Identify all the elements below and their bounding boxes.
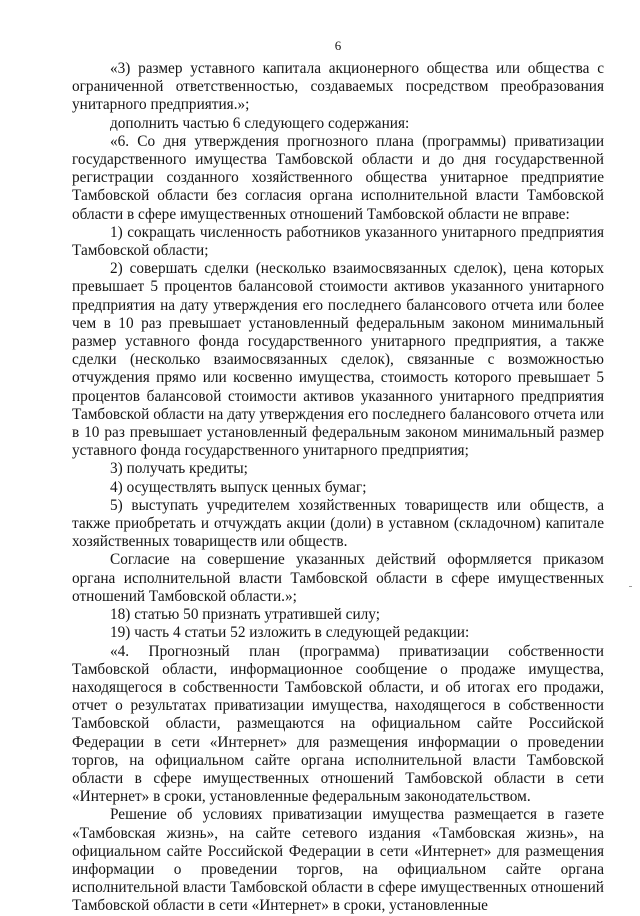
scan-edge-mark [629,586,632,587]
paragraph-item-3-credits: 3) получать кредиты; [110,460,248,478]
document-body [72,60,604,916]
paragraph-part-4-forecast-plan: «4. Прогнозный план (программа) приватизации собственности Тамбовской области, информационное сообщение о продаже имущества, находящегося в собственности Тамбовской области, и об итогах его продажи, отчет о результатах приватизации имущества, находящегося в собственности Тамбовской области, размещаются на официальном сайте Российской Федерации в сети «Интернет» для размещения информации о проведении торгов, на официальном сайте органа исполнительной власти Тамбовской области в сфере имущественных отношений Тамбовской области в сети «Интернет» в сроки, установленные федеральным законодательством. [72,642,604,806]
paragraph-consent: Согласие на совершение указанных действий оформляется приказом органа исполнительной власти Тамбовской области в сфере имущественных отношений Тамбовской области.»; [72,551,604,605]
paragraph-item-18-article-50: 18) статью 50 признать утратившей силу; [110,606,380,624]
paragraph-item-2-transactions: 2) совершать сделки (несколько взаимосвязанных сделок), цена которых превышает 5 процентов балансовой стоимости активов указанного унитарного предприятия на дату утверждения его последнего балансового отчета или более чем в 10 раз превышает установленный федеральным законом минимальный размер уставного фонда государственного унитарного предприятия, а также сделки (несколько взаимосвязанных сделок), связанные с возможностью отчуждения прямо или косвенно имущества, стоимость которого превышает 5 процентов балансовой стоимости активов указанного унитарного предприятия Тамбовской области на дату утверждения его последнего балансового отчета или в 10 раз превышает установленный федеральным законом минимальный размер уставного фонда государственного унитарного предприятия; [72,260,604,460]
paragraph-part-6-intro: «6. Со дня утверждения прогнозного плана (программы) приватизации государственного имущества Тамбовской области и до дня государственной регистрации созданного хозяйственного общества унитарное предприятие Тамбовской области без согласия органа исполнительной власти Тамбовской области в сфере имущественных отношений Тамбовской области не вправе: [72,132,604,223]
page-number: 6 [334,38,342,53]
paragraph-item-3-charter-capital: «3) размер уставного капитала акционерного общества или общества с ограниченной ответственностью, создаваемых посредством преобразования унитарного предприятия.»; [72,60,604,114]
paragraph-item-1-staff: 1) сокращать численность работников указанного унитарного предприятия Тамбовской области; [72,223,604,260]
paragraph-item-19-article-52: 19) часть 4 статьи 52 изложить в следующей редакции: [110,624,470,642]
paragraph-add-part-6: дополнить частью 6 следующего содержания: [110,114,410,132]
paragraph-item-5-founder: 5) выступать учредителем хозяйственных товариществ или обществ, а также приобретать и отчуждать акции (доли) в уставном (складочном) капитале хозяйственных товариществ или обществ. [72,496,604,551]
paragraph-decision-publication: Решение об условиях приватизации имущества размещается в газете «Тамбовская жизнь», на сайте сетевого издания «Тамбовская жизнь», на официальном сайте Российской Федерации в сети «Интернет» для размещения информации о проведении торгов, на официальном сайте органа исполнительной власти Тамбовской области в сфере имущественных отношений Тамбовской области в сети «Интернет» в сроки, установленные [72,806,604,915]
paragraph-item-4-securities: 4) осуществлять выпуск ценных бумаг; [110,478,367,496]
